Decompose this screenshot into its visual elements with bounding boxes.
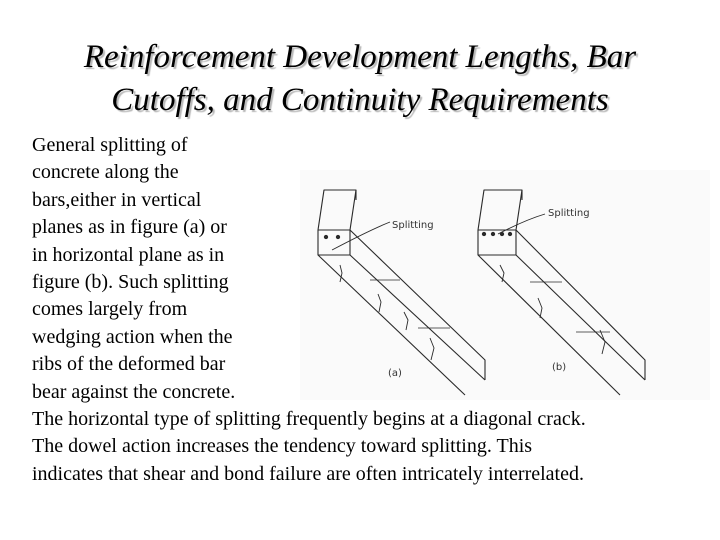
- body-line: The horizontal type of splitting frequently begins at a diagonal crack.: [32, 408, 586, 431]
- body-line: in horizontal plane as in: [32, 243, 225, 266]
- figure-caption-a: (a): [388, 368, 402, 379]
- body-text: [32, 132, 712, 488]
- body-line: ribs of the deformed bar: [32, 353, 226, 376]
- body-line: bear against the concrete.: [32, 380, 236, 403]
- body-line: wedging action when the: [32, 325, 233, 348]
- body-line: indicates that shear and bond failure are often intricately interrelated.: [32, 462, 584, 485]
- body-line: figure (b). Such splitting: [32, 271, 229, 294]
- body-line: The dowel action increases the tendency toward splitting. This: [32, 435, 533, 458]
- body-line: bars,either in vertical: [32, 188, 202, 211]
- title-line-1: Reinforcement Development Lengths, Bar: [83, 39, 637, 75]
- splitting-label-b: Splitting: [548, 208, 590, 219]
- body-line: comes largely from: [32, 298, 188, 321]
- splitting-label-a: Splitting: [392, 220, 434, 231]
- body-line: General splitting of: [32, 134, 188, 156]
- body-line: planes as in figure (a) or: [32, 216, 227, 239]
- figure-caption-b: (b): [552, 362, 567, 373]
- title-line-2: Cutoffs, and Continuity Requirements: [111, 82, 609, 118]
- body-line: concrete along the: [32, 161, 179, 184]
- slide-title: [0, 36, 720, 122]
